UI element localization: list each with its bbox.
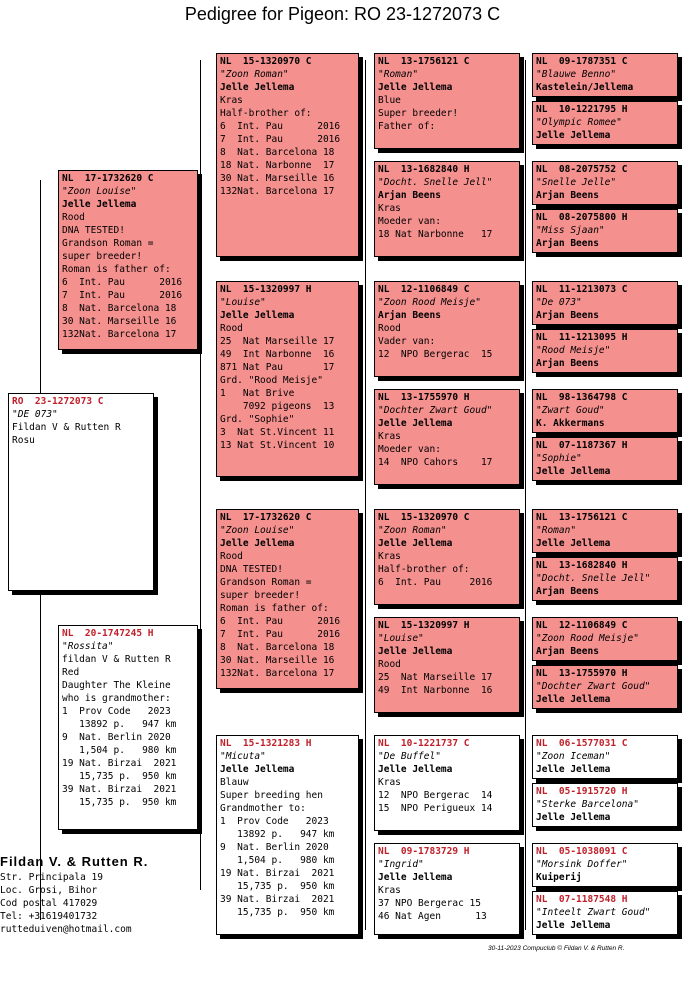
pigeon-card-sdd [374, 389, 520, 485]
pigeon-detail-line: 8 Nat. Barcelona 18 [62, 303, 177, 314]
pigeon-detail-line: 30 Nat. Marseille 16 [220, 173, 335, 184]
pigeon-card-g5 [532, 281, 678, 325]
pigeon-owner: Jelle Jellema [62, 199, 137, 210]
pigeon-detail-line: 13892 p. 947 km [62, 719, 177, 730]
pigeon-name: "Zoon Iceman" [536, 751, 611, 762]
pigeon-card-dds [374, 735, 520, 831]
pigeon-card-subject [8, 393, 154, 591]
pigeon-card-g14 [532, 783, 678, 827]
pigeon-name: "Docht. Snelle Jell" [536, 573, 651, 584]
ring-number: NL 17-1732620 C [62, 173, 154, 184]
pigeon-name: "Zoon Roman" [378, 525, 447, 536]
pigeon-detail-line: 12 NPO Bergerac 15 [378, 349, 493, 360]
ring-number: NL 13-1756121 C [378, 56, 470, 67]
ring-number: NL 13-1755970 H [536, 668, 628, 679]
footer-credit: 30-11-2023 Compuclub © Fildan V. & Rutten R. [488, 945, 625, 952]
pigeon-detail-line: 25 Nat Marseille 17 [220, 336, 335, 347]
pigeon-detail-line: 18 Nat Narbonne 17 [378, 229, 493, 240]
ring-number: NL 11-1213095 H [536, 332, 628, 343]
ring-number: NL 11-1213073 C [536, 284, 628, 295]
pigeon-owner: Jelle Jellema [536, 812, 611, 823]
pigeon-owner: Kuiperij [536, 872, 582, 883]
pigeon-name: "Dochter Zwart Goud" [536, 681, 651, 692]
pigeon-owner: Jelle Jellema [536, 130, 611, 141]
pigeon-detail-line: Grandmother to: [220, 803, 306, 814]
pigeon-detail-line: Kras [220, 95, 243, 106]
pigeon-detail-line: Blue [378, 95, 401, 106]
pigeon-detail-line: 1 Nat Brive [220, 388, 295, 399]
ring-number: NL 15-1320970 C [220, 56, 312, 67]
ring-number: NL 10-1221795 H [536, 104, 628, 115]
pigeon-owner: Jelle Jellema [536, 466, 611, 477]
pigeon-name: "Sterke Barcelona" [536, 799, 639, 810]
pigeon-detail-line: Moeder van: [378, 216, 441, 227]
pigeon-detail-line: 46 Nat Agen 13 [378, 911, 487, 922]
pigeon-detail-line: 6 Int. Pau 2016 [220, 616, 341, 627]
ring-number: NL 07-1187548 H [536, 894, 628, 905]
pigeon-name: "Rossita" [62, 641, 114, 652]
pigeon-name: "Louise" [378, 633, 424, 644]
pigeon-detail-line: Kras [378, 551, 401, 562]
pigeon-owner: Arjan Beens [536, 238, 599, 249]
pigeon-owner: Jelle Jellema [220, 764, 295, 775]
pigeon-detail-line: 6 Int. Pau 2016 [378, 577, 493, 588]
pigeon-card-ssd [374, 161, 520, 257]
pigeon-card-g10 [532, 557, 678, 601]
pigeon-detail-line: 8 Nat. Barcelona 18 [220, 642, 335, 653]
pigeon-card-g7 [532, 389, 678, 433]
breeder-name: Fildan V. & Rutten R. [0, 854, 149, 869]
pigeon-owner: Jelle Jellema [536, 920, 611, 931]
pigeon-card-g8 [532, 437, 678, 481]
pigeon-detail-line: 9 Nat. Berlin 2020 [62, 732, 171, 743]
pigeon-card-sss [374, 53, 520, 149]
ring-number: NL 15-1320997 H [220, 284, 312, 295]
pigeon-owner: Jelle Jellema [378, 418, 453, 429]
pigeon-detail-line: Fildan V & Rutten R [12, 422, 121, 433]
pigeon-detail-line: 1,504 p. 980 km [62, 745, 177, 756]
pigeon-owner: Arjan Beens [378, 310, 441, 321]
pigeon-name: "Louise" [220, 297, 266, 308]
breeder-email: rutteduiven@hotmail.com [0, 924, 132, 935]
pigeon-name: "DE 073" [12, 409, 58, 420]
pigeon-name: "De 073" [536, 297, 582, 308]
ring-number: NL 17-1732620 C [220, 512, 312, 523]
page-title: Pedigree for Pigeon: RO 23-1272073 C [184, 4, 501, 24]
ring-number: NL 13-1682840 H [378, 164, 470, 175]
pigeon-card-sd [216, 281, 359, 477]
pigeon-name: "Morsink Doffer" [536, 859, 628, 870]
pigeon-detail-line: Grd. "Sophie" [220, 414, 295, 425]
pigeon-name: "Zoon Rood Meisje" [536, 633, 639, 644]
pigeon-owner: Jelle Jellema [536, 694, 611, 705]
pigeon-name: "Zwart Goud" [536, 405, 605, 416]
pigeon-name: "Blauwe Benno" [536, 69, 617, 80]
pigeon-detail-line: 871 Nat Pau 17 [220, 362, 335, 373]
pigeon-owner: Kastelein/Jellema [536, 82, 634, 93]
pigeon-detail-line: 132Nat. Barcelona 17 [220, 668, 335, 679]
pigeon-detail-line: Half-brother of: [378, 564, 470, 575]
pigeon-owner: Jelle Jellema [220, 82, 295, 93]
pigeon-detail-line: 1,504 p. 980 km [220, 855, 335, 866]
pigeon-name: "Zoon Roman" [220, 69, 289, 80]
pigeon-detail-line: 37 NPO Bergerac 15 [378, 898, 481, 909]
pigeon-name: "Sophie" [536, 453, 582, 464]
pigeon-detail-line: 6 Int. Pau 2016 [62, 277, 183, 288]
pigeon-detail-line: 132Nat. Barcelona 17 [220, 186, 335, 197]
pigeon-detail-line: 15,735 p. 950 km [220, 907, 335, 918]
ring-number: NL 08-2075752 C [536, 164, 628, 175]
pigeon-detail-line: 19 Nat. Birzai 2021 [220, 868, 335, 879]
pigeon-detail-line: Roman is father of: [220, 603, 329, 614]
ring-number: NL 12-1106849 C [536, 620, 628, 631]
pigeon-detail-line: 15 NPO Perigueux 14 [378, 803, 493, 814]
pigeon-detail-line: 25 Nat Marseille 17 [378, 672, 493, 683]
ring-number: NL 09-1783729 H [378, 846, 470, 857]
pigeon-detail-line: 49 Int Narbonne 16 [220, 349, 335, 360]
breeder-phone: Tel: +31619401732 [0, 911, 98, 922]
pigeon-detail-line: 6 Int. Pau 2016 [220, 121, 341, 132]
pigeon-owner: Arjan Beens [536, 190, 599, 201]
pigeon-card-g4 [532, 209, 678, 253]
pigeon-detail-line: Rood [220, 551, 243, 562]
pigeon-detail-line: 12 NPO Bergerac 14 [378, 790, 493, 801]
pigeon-owner: Jelle Jellema [378, 872, 453, 883]
pigeon-card-g1 [532, 53, 678, 97]
pigeon-card-g2 [532, 101, 678, 145]
pigeon-detail-line: Rood [378, 323, 401, 334]
ring-number: NL 06-1577031 C [536, 738, 628, 749]
ring-number: NL 13-1756121 C [536, 512, 628, 523]
pigeon-detail-line: Grandson Roman = [220, 577, 312, 588]
pigeon-owner: K. Akkermans [536, 418, 605, 429]
pigeon-name: "Ingrid" [378, 859, 424, 870]
pigeon-detail-line: 15,735 p. 950 km [62, 771, 177, 782]
pigeon-detail-line: 8 Nat. Barcelona 18 [220, 147, 335, 158]
pigeon-card-dss [374, 509, 520, 605]
pigeon-owner: Jelle Jellema [378, 646, 453, 657]
pigeon-detail-line: 13 Nat St.Vincent 10 [220, 440, 335, 451]
pigeon-card-g12 [532, 665, 678, 709]
pigeon-card-g16 [532, 891, 678, 935]
pigeon-detail-line: 18 Nat. Narbonne 17 [220, 160, 335, 171]
pigeon-detail-line: Grd. "Rood Meisje" [220, 375, 323, 386]
pigeon-owner: Arjan Beens [378, 190, 441, 201]
pigeon-detail-line: 19 Nat. Birzai 2021 [62, 758, 177, 769]
pigeon-name: "Olympic Romee" [536, 117, 622, 128]
pigeon-owner: Jelle Jellema [536, 764, 611, 775]
pigeon-detail-line: Super breeder! [378, 108, 459, 119]
pigeon-detail-line: Kras [378, 431, 401, 442]
pigeon-detail-line: 30 Nat. Marseille 16 [62, 316, 177, 327]
pigeon-owner: Arjan Beens [536, 646, 599, 657]
pigeon-detail-line: Rood [62, 212, 85, 223]
breeder-street: Str. Principala 19 [0, 872, 103, 883]
pigeon-detail-line: 7092 pigeons 13 [220, 401, 335, 412]
pigeon-detail-line: Moeder van: [378, 444, 441, 455]
ring-number: NL 15-1321283 H [220, 738, 312, 749]
pigeon-card-dd [216, 735, 359, 935]
ring-number: NL 05-1915720 H [536, 786, 628, 797]
pigeon-detail-line: Vader van: [378, 336, 436, 347]
pigeon-detail-line: 7 Int. Pau 2016 [62, 290, 183, 301]
pigeon-owner: Arjan Beens [536, 586, 599, 597]
pigeon-owner: Jelle Jellema [536, 538, 611, 549]
ring-number: NL 07-1187367 H [536, 440, 628, 451]
connector-line [365, 60, 366, 930]
pigeon-detail-line: Kras [378, 203, 401, 214]
ring-number: NL 09-1787351 C [536, 56, 628, 67]
ring-number: NL 15-1320997 H [378, 620, 470, 631]
pigeon-name: "Dochter Zwart Goud" [378, 405, 493, 416]
ring-number: NL 13-1755970 H [378, 392, 470, 403]
breeder-info [0, 855, 148, 936]
ring-number: NL 05-1038091 C [536, 846, 628, 857]
pigeon-detail-line: 49 Int Narbonne 16 [378, 685, 493, 696]
pigeon-card-ds [216, 509, 359, 689]
pigeon-detail-line: Kras [378, 777, 401, 788]
pigeon-name: "Miss Sjaan" [536, 225, 605, 236]
pigeon-detail-line: 15,735 p. 950 km [62, 797, 177, 808]
pigeon-name: "Zoon Louise" [62, 186, 137, 197]
pigeon-name: "Roman" [378, 69, 419, 80]
pigeon-card-g13 [532, 735, 678, 779]
pigeon-card-dsd [374, 617, 520, 713]
ring-number: RO 23-1272073 C [12, 396, 104, 407]
pigeon-name: "Roman" [536, 525, 577, 536]
breeder-postal: Cod postal 417029 [0, 898, 98, 909]
pigeon-card-dam [58, 625, 198, 830]
pigeon-detail-line: Kras [378, 885, 401, 896]
pigeon-detail-line: Roman is father of: [62, 264, 171, 275]
pigeon-detail-line: fildan V & Rutten R [62, 654, 171, 665]
pigeon-detail-line: DNA TESTED! [220, 564, 283, 575]
pigeon-card-g11 [532, 617, 678, 661]
connector-line [525, 60, 526, 930]
pigeon-detail-line: 15,735 p. 950 km [220, 881, 335, 892]
breeder-location: Loc. Grosi, Bihor [0, 885, 98, 896]
pigeon-card-g3 [532, 161, 678, 205]
ring-number: NL 10-1221737 C [378, 738, 470, 749]
pigeon-detail-line: Daughter The Kleine [62, 680, 171, 691]
pigeon-name: "Rood Meisje" [536, 345, 611, 356]
pigeon-detail-line: 39 Nat. Birzai 2021 [62, 784, 177, 795]
pigeon-detail-line: Super breeding hen [220, 790, 323, 801]
pigeon-card-g9 [532, 509, 678, 553]
pigeon-name: "Inteelt Zwart Goud" [536, 907, 651, 918]
pigeon-owner: Jelle Jellema [378, 538, 453, 549]
pigeon-name: "Micuta" [220, 751, 266, 762]
pigeon-owner: Jelle Jellema [220, 310, 295, 321]
pigeon-detail-line: Blauw [220, 777, 249, 788]
pigeon-card-ss [216, 53, 359, 257]
pigeon-card-g15 [532, 843, 678, 887]
pigeon-name: "Docht. Snelle Jell" [378, 177, 493, 188]
ring-number: NL 98-1364798 C [536, 392, 628, 403]
pigeon-detail-line: 7 Int. Pau 2016 [220, 629, 341, 640]
ring-number: NL 20-1747245 H [62, 628, 154, 639]
pigeon-card-ddd [374, 843, 520, 935]
pigeon-owner: Jelle Jellema [220, 538, 295, 549]
ring-number: NL 12-1106849 C [378, 284, 470, 295]
pigeon-owner: Arjan Beens [536, 310, 599, 321]
pigeon-detail-line: 3 Nat St.Vincent 11 [220, 427, 335, 438]
pigeon-detail-line: Rood [220, 323, 243, 334]
pigeon-detail-line: DNA TESTED! [62, 225, 125, 236]
pigeon-detail-line: super breeder! [62, 251, 143, 262]
pigeon-detail-line: Rosu [12, 435, 35, 446]
pigeon-detail-line: 13892 p. 947 km [220, 829, 335, 840]
pigeon-detail-line: 1 Prov Code 2023 [220, 816, 329, 827]
pigeon-detail-line: 39 Nat. Birzai 2021 [220, 894, 335, 905]
pigeon-detail-line: Father of: [378, 121, 436, 132]
pigeon-detail-line: 9 Nat. Berlin 2020 [220, 842, 329, 853]
pigeon-owner: Jelle Jellema [378, 82, 453, 93]
pigeon-detail-line: 132Nat. Barcelona 17 [62, 329, 177, 340]
pigeon-detail-line: 7 Int. Pau 2016 [220, 134, 341, 145]
pigeon-owner: Jelle Jellema [378, 764, 453, 775]
pigeon-detail-line: super breeder! [220, 590, 301, 601]
pigeon-card-g6 [532, 329, 678, 373]
pigeon-name: "De Buffel" [378, 751, 441, 762]
ring-number: NL 15-1320970 C [378, 512, 470, 523]
pigeon-detail-line: 14 NPO Cahors 17 [378, 457, 493, 468]
pigeon-detail-line: 30 Nat. Marseille 16 [220, 655, 335, 666]
pigeon-detail-line: Half-brother of: [220, 108, 312, 119]
pigeon-name: "Zoon Louise" [220, 525, 295, 536]
connector-line [200, 60, 201, 890]
pigeon-detail-line: who is grandmother: [62, 693, 171, 704]
pigeon-detail-line: Rood [378, 659, 401, 670]
pigeon-detail-line: Red [62, 667, 80, 678]
pigeon-detail-line: 1 Prov Code 2023 [62, 706, 171, 717]
ring-number: NL 08-2075800 H [536, 212, 628, 223]
pigeon-name: "Snelle Jelle" [536, 177, 617, 188]
pigeon-owner: Arjan Beens [536, 358, 599, 369]
pigeon-name: "Zoon Rood Meisje" [378, 297, 481, 308]
pigeon-card-sds [374, 281, 520, 377]
pigeon-card-sire [58, 170, 198, 350]
pigeon-detail-line: Grandson Roman = [62, 238, 154, 249]
ring-number: NL 13-1682840 H [536, 560, 628, 571]
